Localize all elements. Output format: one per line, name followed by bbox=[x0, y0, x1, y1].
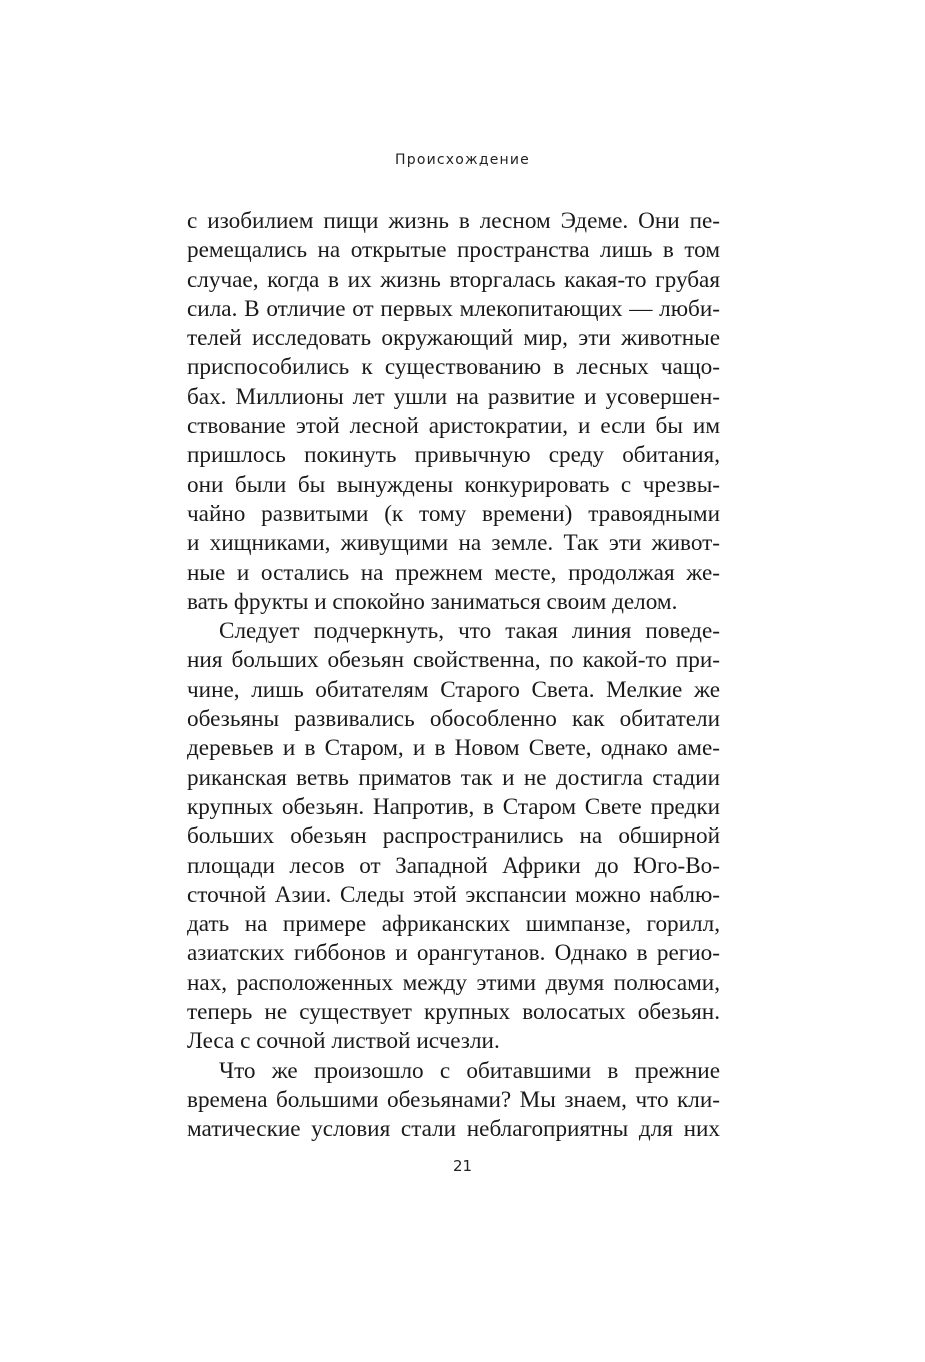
text-line: азиатских гиббонов и орангутанов. Однако в регио- bbox=[187, 940, 720, 967]
text-line: Леса с сочной листвой исчезли. bbox=[187, 1028, 500, 1055]
text-line: пришлось покинуть привычную среду обитания, bbox=[187, 442, 720, 469]
text-line: обезьяны развивались обособленно как обитатели bbox=[187, 706, 720, 733]
text-line: ния больших обезьян свойственна, по какой-то при- bbox=[187, 647, 720, 674]
text-line: ные и остались на прежнем месте, продолжая же- bbox=[187, 559, 720, 586]
page-number: 21 bbox=[452, 1157, 473, 1175]
paragraph-1 bbox=[187, 207, 720, 617]
text-line: ствование этой лесной аристократии, и если бы им bbox=[187, 413, 720, 440]
text-line: и хищниками, живущими на земле. Так эти живот- bbox=[187, 530, 720, 557]
text-line: риканская ветвь приматов так и не достигла стадии bbox=[187, 764, 720, 791]
text-line: вать фрукты и спокойно заниматься своим делом. bbox=[187, 588, 678, 615]
text-line: крупных обезьян. Напротив, в Старом Свете предки bbox=[187, 793, 720, 820]
text-line: больших обезьян распространились на обширной bbox=[187, 823, 720, 850]
text-line: чине, лишь обитателям Старого Света. Мелкие же bbox=[187, 676, 720, 703]
text-line: деревьев и в Старом, и в Новом Свете, однако аме- bbox=[187, 735, 720, 762]
text-line: матические условия стали неблагоприятны для них bbox=[187, 1116, 720, 1143]
text-line: бах. Миллионы лет ушли на развитие и усовершен- bbox=[187, 383, 720, 410]
text-line: они были бы вынуждены конкурировать с чрезвы- bbox=[187, 471, 720, 498]
text-line: нах, расположенных между этими двумя полюсами, bbox=[187, 969, 720, 996]
text-line: телей исследовать окружающий мир, эти животные bbox=[187, 325, 720, 352]
text-line: времена большими обезьянами? Мы знаем, что кли- bbox=[187, 1086, 720, 1113]
body-text bbox=[187, 207, 720, 1145]
text-line: дать на примере африканских шимпанзе, горилл, bbox=[187, 911, 720, 938]
text-line: Что же произошло с обитавшими в прежние bbox=[219, 1057, 720, 1084]
text-line: с изобилием пищи жизнь в лесном Эдеме. Они пе- bbox=[187, 208, 720, 234]
paragraph-2 bbox=[187, 617, 720, 1056]
text-line: случае, когда в их жизнь вторгалась какая-то грубая bbox=[187, 266, 720, 293]
running-head: Происхождение bbox=[395, 152, 530, 168]
text-line: сила. В отличие от первых млекопитающих — люби- bbox=[187, 295, 720, 322]
text-line: чайно развитыми (к тому времени) травоядными bbox=[187, 500, 720, 527]
text-line: Следует подчеркнуть, что такая линия поведе- bbox=[219, 618, 720, 645]
text-line: ремещались на открытые пространства лишь в том bbox=[187, 237, 720, 264]
text-line: теперь не существует крупных волосатых обезьян. bbox=[187, 999, 720, 1026]
text-line: приспособились к существованию в лесных чащо- bbox=[187, 354, 720, 381]
text-line: сточной Азии. Следы этой экспансии можно наблю- bbox=[187, 881, 720, 908]
paragraph-3 bbox=[187, 1057, 720, 1145]
text-line: площади лесов от Западной Африки до Юго-Во- bbox=[187, 852, 720, 879]
